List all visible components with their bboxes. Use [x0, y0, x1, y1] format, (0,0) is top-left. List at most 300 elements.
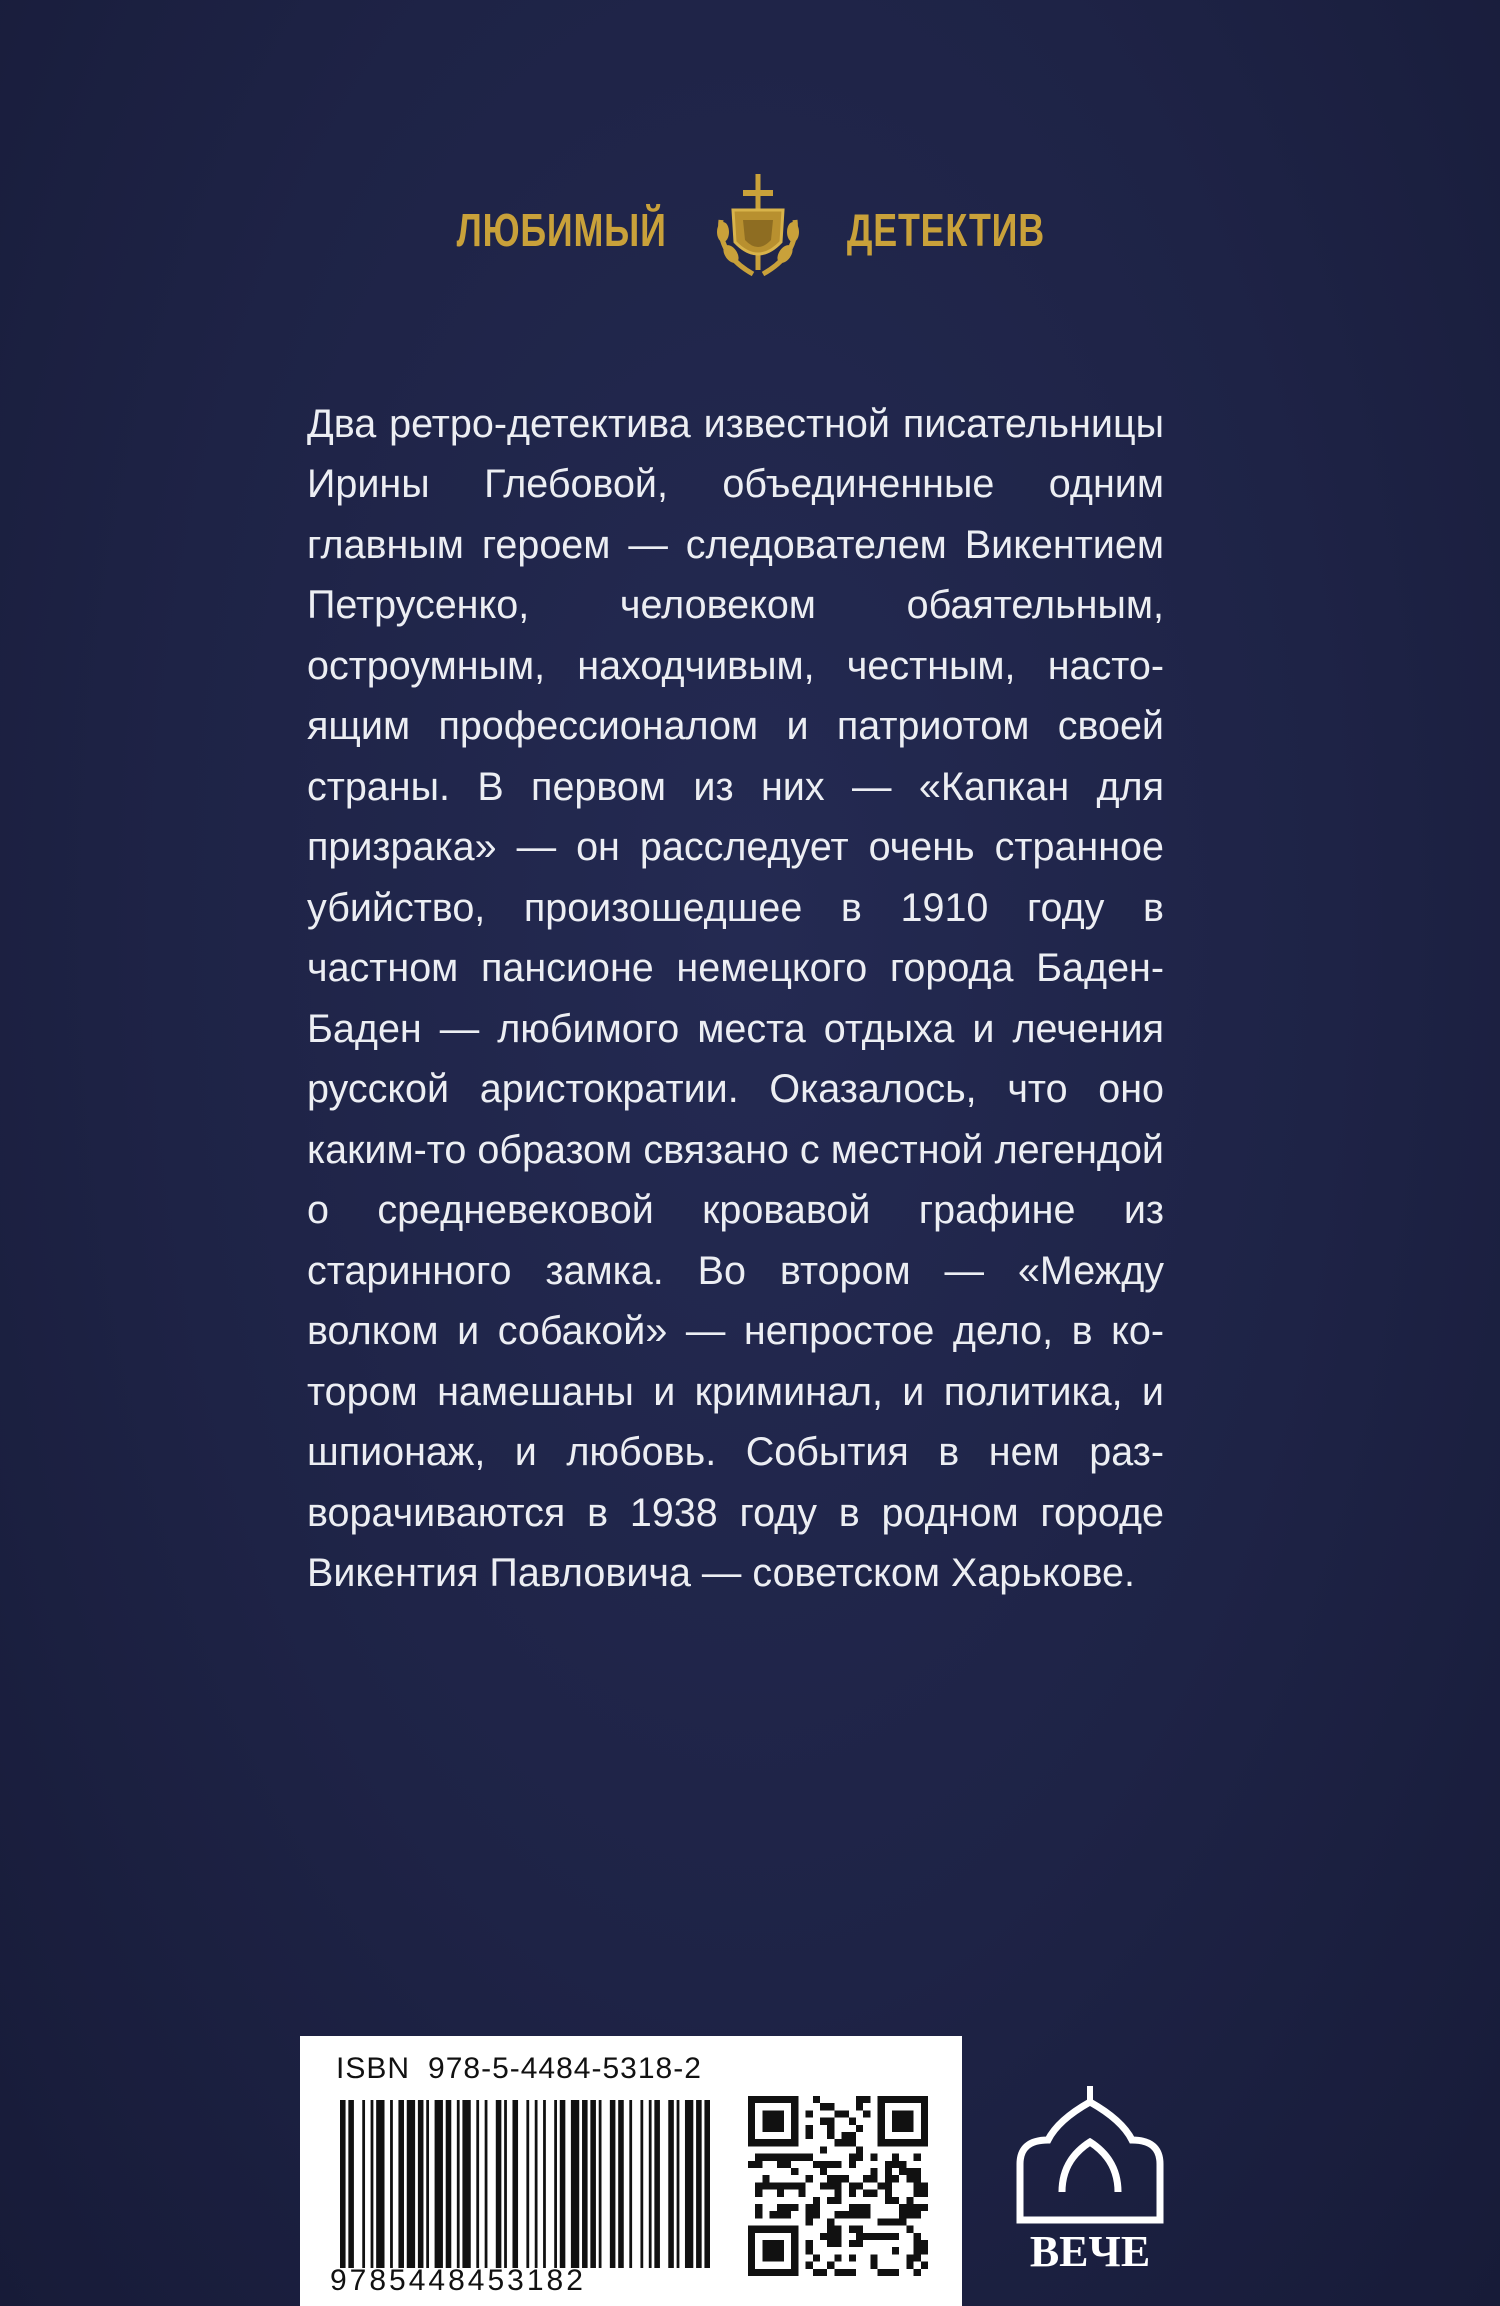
qr-module [798, 2182, 805, 2189]
qr-module [748, 2269, 755, 2276]
qr-module [813, 2254, 820, 2261]
qr-module [899, 2118, 906, 2125]
qr-module [748, 2254, 755, 2261]
qr-module [856, 2096, 863, 2103]
qr-module [906, 2096, 913, 2103]
qr-module [813, 2096, 820, 2103]
barcode-bar [610, 2100, 616, 2268]
qr-module [791, 2240, 798, 2247]
qr-module [784, 2096, 791, 2103]
qr-module [921, 2139, 928, 2146]
qr-module [770, 2125, 777, 2132]
qr-module [878, 2103, 885, 2110]
qr-module [813, 2204, 820, 2211]
qr-module [834, 2226, 841, 2233]
qr-module [878, 2118, 885, 2125]
barcode-icon [340, 2100, 710, 2268]
qr-module [899, 2211, 906, 2218]
qr-module [762, 2125, 769, 2132]
qr-module [849, 2161, 856, 2168]
qr-module [834, 2190, 841, 2197]
qr-module [878, 2096, 885, 2103]
qr-module [806, 2132, 813, 2139]
qr-module [784, 2269, 791, 2276]
qr-module [892, 2197, 899, 2204]
qr-module [820, 2103, 827, 2110]
shield-sword-wreath-emblem-icon [703, 170, 813, 290]
barcode-bar [618, 2100, 624, 2268]
qr-module [870, 2168, 877, 2175]
barcode-bar [348, 2100, 354, 2268]
qr-module [834, 2240, 841, 2247]
qr-module [777, 2240, 784, 2247]
qr-module [892, 2154, 899, 2161]
qr-module [762, 2110, 769, 2117]
qr-module [885, 2161, 892, 2168]
qr-module [806, 2240, 813, 2247]
qr-module [755, 2190, 762, 2197]
qr-module [827, 2226, 834, 2233]
barcode-bar [462, 2100, 470, 2268]
qr-module [784, 2154, 791, 2161]
veche-onion-dome-logo-icon [1000, 2080, 1180, 2280]
qr-module [914, 2139, 921, 2146]
qr-module [899, 2125, 906, 2132]
qr-module [885, 2269, 892, 2276]
qr-module [899, 2161, 906, 2168]
qr-module [770, 2247, 777, 2254]
qr-module [914, 2190, 921, 2197]
qr-module [842, 2269, 849, 2276]
barcode-bar [398, 2100, 404, 2268]
barcode-bar [504, 2100, 507, 2268]
qr-module [870, 2175, 877, 2182]
barcode-bar [696, 2100, 702, 2268]
qr-module [827, 2118, 834, 2125]
qr-code-icon [748, 2096, 928, 2276]
qr-module [755, 2182, 762, 2189]
qr-module [885, 2197, 892, 2204]
qr-module [762, 2175, 769, 2182]
qr-module [770, 2182, 777, 2189]
qr-module [906, 2139, 913, 2146]
barcode-bar [571, 2100, 579, 2268]
qr-module [748, 2103, 755, 2110]
barcode-bar [390, 2100, 393, 2268]
qr-module [906, 2204, 913, 2211]
qr-module [748, 2262, 755, 2269]
qr-module [863, 2096, 870, 2103]
qr-module [842, 2211, 849, 2218]
qr-module [849, 2226, 856, 2233]
qr-module [777, 2125, 784, 2132]
qr-module [849, 2190, 856, 2197]
qr-module [849, 2182, 856, 2189]
qr-module [806, 2218, 813, 2225]
qr-module [906, 2254, 913, 2261]
isbn-label: ISBN [336, 2052, 411, 2085]
barcode-bar [668, 2100, 674, 2268]
qr-module [856, 2211, 863, 2218]
qr-module [770, 2110, 777, 2117]
qr-module [748, 2132, 755, 2139]
barcode-bar [407, 2100, 415, 2268]
barcode-bar [485, 2100, 488, 2268]
qr-module [906, 2118, 913, 2125]
qr-module [834, 2269, 841, 2276]
qr-module [914, 2247, 921, 2254]
qr-module [834, 2161, 841, 2168]
qr-module [921, 2182, 928, 2189]
qr-module [827, 2233, 834, 2240]
barcode-bar [446, 2100, 452, 2268]
barcode-bar [435, 2100, 443, 2268]
qr-module [791, 2154, 798, 2161]
qr-module [842, 2132, 849, 2139]
qr-module [777, 2254, 784, 2261]
qr-module [791, 2168, 798, 2175]
qr-module [748, 2161, 755, 2168]
qr-module [842, 2175, 849, 2182]
qr-module [863, 2110, 870, 2117]
series-title-left: ЛЮБИМЫЙ [457, 204, 668, 256]
barcode-bar [426, 2100, 429, 2268]
qr-module [748, 2096, 755, 2103]
qr-module [770, 2096, 777, 2103]
qr-module [856, 2154, 863, 2161]
qr-module [762, 2226, 769, 2233]
qr-module [834, 2197, 841, 2204]
qr-module [892, 2269, 899, 2276]
qr-module [856, 2103, 863, 2110]
qr-module [870, 2254, 877, 2261]
qr-module [856, 2233, 863, 2240]
barcode-bar [554, 2100, 557, 2268]
qr-module [892, 2110, 899, 2117]
qr-module [849, 2240, 856, 2247]
book-description: Два ретро-детектива известной писательницы Ирины Глебовой, объединенные одним главным героем — следователем Викентием Петрусенко, человеком обаятельным, остроумным, находчивым, честным, настоящим профессионалом и патриотом своей страны. В первом из них — «Капкан для призрака» — он расследует очень странное убийство, произошедшее в 1910 году в частном пансионе немецкого города Баден-Баден — любимого места отдыха и лечения русской аристократии. Оказалось, что оно каким-то образом связано с местной легендой о средневековой кровавой графине из старинного замка. Во втором — «Между волком и собакой» — непростое дело, в котором намешаны и криминал, и политика, и шпионаж, и любовь. События в нем разворачиваются в 1938 году в родном городе Викентия Павловича — советском Харькове. [307, 401, 1164, 1595]
isbn-sticker [300, 2036, 962, 2306]
qr-module [914, 2096, 921, 2103]
qr-module [856, 2204, 863, 2211]
qr-module [878, 2182, 885, 2189]
publisher-name: ВЕЧЕ [1029, 2227, 1151, 2276]
qr-module [762, 2139, 769, 2146]
qr-module [806, 2175, 813, 2182]
qr-module [906, 2226, 913, 2233]
qr-module [777, 2154, 784, 2161]
qr-module [914, 2269, 921, 2276]
qr-module [777, 2161, 784, 2168]
qr-module [921, 2262, 928, 2269]
barcode-bar [376, 2100, 384, 2268]
barcode-bar [640, 2100, 643, 2268]
qr-module [755, 2226, 762, 2233]
qr-module [770, 2139, 777, 2146]
barcode-bar [418, 2100, 424, 2268]
qr-module [892, 2233, 899, 2240]
qr-module [863, 2204, 870, 2211]
qr-module [791, 2247, 798, 2254]
qr-module [863, 2211, 870, 2218]
barcode-bar [582, 2100, 588, 2268]
qr-module [806, 2110, 813, 2117]
qr-module [820, 2118, 827, 2125]
qr-module [856, 2226, 863, 2233]
qr-module [755, 2096, 762, 2103]
qr-module [834, 2233, 841, 2240]
qr-module [820, 2168, 827, 2175]
barcode-bar [629, 2100, 632, 2268]
qr-module [827, 2240, 834, 2247]
qr-module [770, 2240, 777, 2247]
qr-module [834, 2175, 841, 2182]
qr-module [914, 2204, 921, 2211]
qr-module [914, 2175, 921, 2182]
qr-module [791, 2226, 798, 2233]
qr-module [755, 2154, 762, 2161]
isbn-value: 978-5-4484-5318-2 [428, 2052, 702, 2085]
qr-module [770, 2118, 777, 2125]
qr-module [791, 2262, 798, 2269]
qr-module [906, 2168, 913, 2175]
qr-module [892, 2218, 899, 2225]
qr-module [748, 2139, 755, 2146]
qr-module [777, 2247, 784, 2254]
qr-module [784, 2161, 791, 2168]
qr-module [914, 2233, 921, 2240]
barcode-bar [685, 2100, 693, 2268]
barcode-bar [526, 2100, 529, 2268]
qr-module [906, 2110, 913, 2117]
qr-module [842, 2139, 849, 2146]
qr-module [806, 2125, 813, 2132]
qr-module [798, 2190, 805, 2197]
qr-module [820, 2161, 827, 2168]
qr-module [813, 2161, 820, 2168]
barcode-bar [704, 2100, 710, 2268]
qr-module [856, 2182, 863, 2189]
qr-module [842, 2110, 849, 2117]
qr-module [770, 2154, 777, 2161]
qr-module [899, 2218, 906, 2225]
qr-module [878, 2218, 885, 2225]
barcode-bar [560, 2100, 566, 2268]
qr-module [849, 2118, 856, 2125]
qr-module [748, 2118, 755, 2125]
qr-module [863, 2190, 870, 2197]
qr-module [777, 2211, 784, 2218]
qr-module [791, 2254, 798, 2261]
qr-module [827, 2132, 834, 2139]
qr-module [885, 2233, 892, 2240]
qr-module [827, 2197, 834, 2204]
qr-module [921, 2096, 928, 2103]
qr-module [806, 2262, 813, 2269]
qr-module [892, 2125, 899, 2132]
qr-module [777, 2139, 784, 2146]
qr-module [870, 2154, 877, 2161]
barcode-bar [512, 2100, 518, 2268]
qr-module [914, 2211, 921, 2218]
series-title-right: ДЕТЕКТИВ [846, 204, 1045, 256]
qr-module [878, 2132, 885, 2139]
barcode-bar [362, 2100, 365, 2268]
qr-module [878, 2233, 885, 2240]
qr-module [820, 2233, 827, 2240]
qr-module [798, 2154, 805, 2161]
qr-module [921, 2240, 928, 2247]
qr-module [784, 2211, 791, 2218]
qr-module [834, 2110, 841, 2117]
barcode-bar [599, 2100, 602, 2268]
qr-module [820, 2269, 827, 2276]
qr-module [863, 2175, 870, 2182]
qr-module [748, 2110, 755, 2117]
qr-module [777, 2190, 784, 2197]
qr-module [791, 2204, 798, 2211]
barcode-bar [677, 2100, 680, 2268]
qr-module [762, 2254, 769, 2261]
qr-module [906, 2211, 913, 2218]
qr-module [849, 2211, 856, 2218]
qr-module [870, 2190, 877, 2197]
qr-module [791, 2118, 798, 2125]
qr-module [813, 2269, 820, 2276]
qr-module [863, 2233, 870, 2240]
qr-module [899, 2096, 906, 2103]
qr-module [892, 2096, 899, 2103]
qr-module [791, 2103, 798, 2110]
qr-module [885, 2190, 892, 2197]
qr-module [827, 2262, 834, 2269]
barcode-digits: 9785448453182 [330, 2264, 586, 2297]
qr-module [834, 2254, 841, 2261]
qr-module [827, 2175, 834, 2182]
qr-module [813, 2211, 820, 2218]
qr-module [834, 2139, 841, 2146]
qr-module [885, 2182, 892, 2189]
qr-module [762, 2096, 769, 2103]
qr-module [755, 2139, 762, 2146]
barcode-bar [649, 2100, 652, 2268]
barcode-bar [457, 2100, 460, 2268]
qr-module [906, 2262, 913, 2269]
qr-module [827, 2125, 834, 2132]
qr-module [827, 2161, 834, 2168]
qr-module [777, 2182, 784, 2189]
qr-module [827, 2182, 834, 2189]
qr-module [748, 2125, 755, 2132]
qr-module [849, 2254, 856, 2261]
qr-module [820, 2146, 827, 2153]
qr-module [762, 2247, 769, 2254]
series-header [0, 170, 1500, 290]
qr-module [921, 2110, 928, 2117]
qr-module [921, 2118, 928, 2125]
qr-module [784, 2226, 791, 2233]
qr-module [878, 2125, 885, 2132]
qr-module [834, 2182, 841, 2189]
qr-module [878, 2269, 885, 2276]
qr-module [791, 2132, 798, 2139]
qr-module [762, 2269, 769, 2276]
barcode-bar [543, 2100, 546, 2268]
qr-module [784, 2139, 791, 2146]
qr-module [791, 2096, 798, 2103]
qr-module [878, 2139, 885, 2146]
qr-module [770, 2226, 777, 2233]
qr-module [892, 2175, 899, 2182]
qr-module [899, 2204, 906, 2211]
qr-module [748, 2233, 755, 2240]
qr-module [856, 2240, 863, 2247]
barcode-bar [476, 2100, 479, 2268]
qr-module [885, 2096, 892, 2103]
qr-module [770, 2254, 777, 2261]
qr-module [892, 2247, 899, 2254]
qr-module [914, 2182, 921, 2189]
barcode-bar [654, 2100, 660, 2268]
qr-module [892, 2161, 899, 2168]
barcode-bar [340, 2100, 346, 2268]
qr-module [885, 2218, 892, 2225]
qr-module [791, 2233, 798, 2240]
qr-module [777, 2096, 784, 2103]
qr-module [892, 2118, 899, 2125]
qr-module [878, 2110, 885, 2117]
qr-module [827, 2218, 834, 2225]
qr-module [849, 2269, 856, 2276]
barcode-bar [371, 2100, 374, 2268]
qr-module [784, 2204, 791, 2211]
qr-module [906, 2175, 913, 2182]
qr-module [885, 2168, 892, 2175]
qr-module [856, 2125, 863, 2132]
qr-module [748, 2247, 755, 2254]
qr-module [762, 2154, 769, 2161]
qr-module [827, 2103, 834, 2110]
qr-module [762, 2118, 769, 2125]
qr-module [762, 2240, 769, 2247]
qr-module [762, 2182, 769, 2189]
qr-module [770, 2211, 777, 2218]
qr-module [914, 2168, 921, 2175]
qr-module [755, 2269, 762, 2276]
isbn-line [336, 2052, 702, 2086]
qr-module [813, 2197, 820, 2204]
qr-module [899, 2110, 906, 2117]
qr-module [914, 2254, 921, 2261]
qr-module [885, 2139, 892, 2146]
qr-module [921, 2132, 928, 2139]
qr-module [791, 2110, 798, 2117]
qr-module [791, 2139, 798, 2146]
qr-module [755, 2211, 762, 2218]
qr-module [777, 2269, 784, 2276]
qr-module [906, 2125, 913, 2132]
qr-module [906, 2197, 913, 2204]
qr-module [784, 2182, 791, 2189]
qr-module [921, 2204, 928, 2211]
qr-module [777, 2118, 784, 2125]
qr-module [806, 2247, 813, 2254]
qr-module [849, 2132, 856, 2139]
qr-module [849, 2154, 856, 2161]
qr-module [849, 2204, 856, 2211]
qr-module [791, 2125, 798, 2132]
qr-module [921, 2125, 928, 2132]
